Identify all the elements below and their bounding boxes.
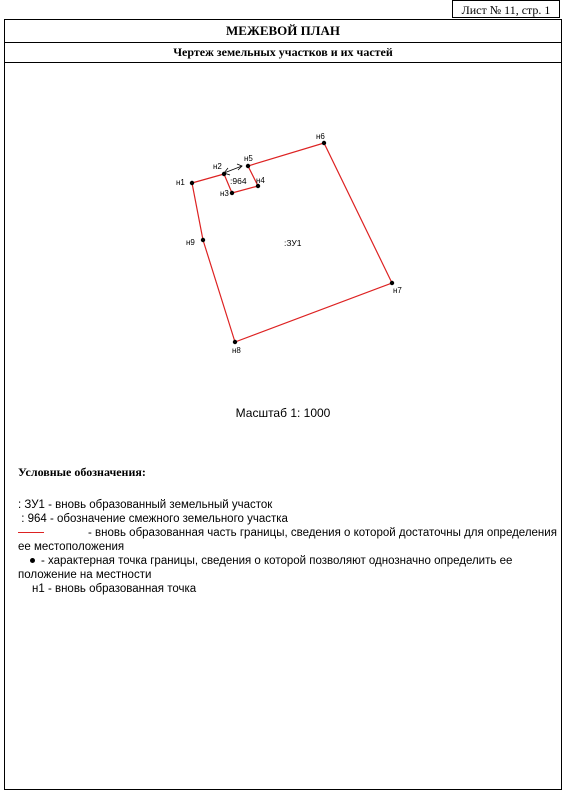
point-label: н4: [256, 176, 265, 185]
point-marker: [201, 238, 205, 242]
point-label: н1: [176, 178, 185, 187]
point-marker: [230, 191, 234, 195]
point-label: н3: [220, 189, 229, 198]
neighbor-parcel-label: :964: [230, 176, 247, 186]
point-label: н6: [316, 132, 325, 141]
point-icon: [30, 558, 35, 563]
document-subtitle: Чертеж земельных участков и их частей: [5, 43, 561, 63]
arrow-icon: [224, 164, 242, 175]
point-label: н5: [244, 154, 253, 163]
point-marker: [222, 172, 226, 176]
red-line-icon: [18, 532, 44, 533]
point-marker: [390, 281, 394, 285]
legend-item-neighbor: : 964 - обозначение смежного земельного участка: [18, 513, 288, 525]
legend-title: Условные обозначения:: [18, 465, 146, 479]
point-label: н7: [393, 286, 402, 295]
scale-label: Масштаб 1: 1000: [235, 406, 331, 420]
legend-newpoint-code: н1: [32, 583, 45, 595]
point-marker: [233, 340, 237, 344]
sheet-number: Лист № 11, стр. 1: [452, 0, 560, 18]
point-label: н8: [232, 346, 241, 355]
document-title: МЕЖЕВОЙ ПЛАН: [5, 20, 561, 43]
legend-item-newpoint: [18, 582, 558, 596]
point-label: н9: [186, 238, 195, 247]
point-marker: [322, 141, 326, 145]
legend-item-line: [18, 526, 558, 554]
legend-item-point: [18, 554, 558, 582]
legend-newpoint-text: - вновь образованная точка: [44, 583, 197, 595]
legend: [18, 498, 558, 596]
parcel-label: :ЗУ1: [284, 238, 302, 248]
point-marker: [190, 181, 194, 185]
point-marker: [246, 164, 250, 168]
legend-item-parcel: : ЗУ1 - вновь образованный земельный участок: [18, 499, 273, 511]
point-label: н2: [213, 162, 222, 171]
legend-item-point-text: - характерная точка границы, сведения о которой позволяют однозначно определить ее положение на местности: [18, 555, 513, 581]
legend-item-line-text: - вновь образованная часть границы, сведения о которой достаточны для определения ее местоположения: [18, 527, 557, 553]
